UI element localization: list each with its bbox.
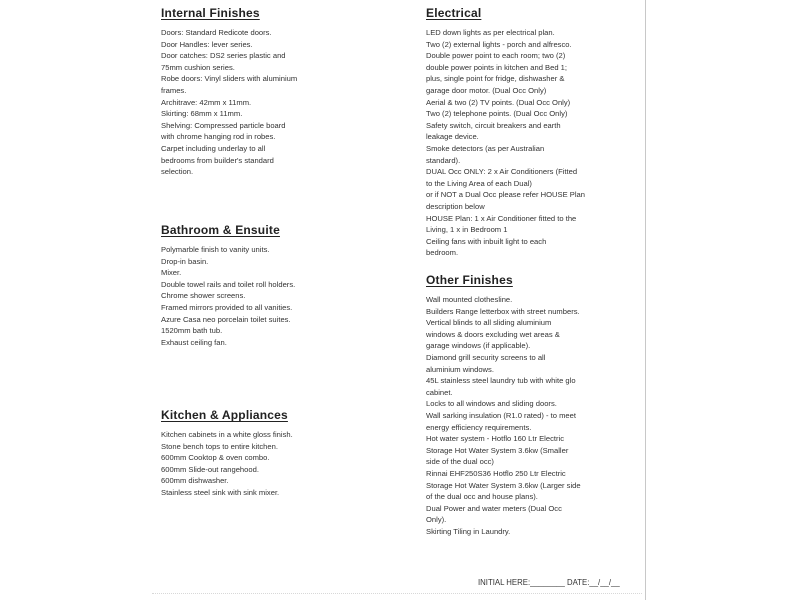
kitchen-appliances-section — [161, 408, 293, 499]
electrical-section — [426, 6, 585, 259]
list-item: garage door motor. (Dual Occ Only) — [426, 85, 547, 95]
internal-finishes-heading: Internal Finishes — [161, 6, 260, 20]
list-item: Double towel rails and toilet roll holders. — [161, 279, 296, 289]
list-item: Builders Range letterbox with street numbers. — [426, 306, 580, 316]
list-item: LED down lights as per electrical plan. — [426, 28, 555, 37]
electrical-list — [426, 27, 585, 259]
list-item: Storage Hot Water System 3.6kw (Smaller — [426, 445, 569, 455]
other-finishes-heading: Other Finishes — [426, 273, 513, 287]
list-item: frames. — [161, 85, 187, 95]
list-item: Double power point to each room; two (2) — [426, 51, 566, 61]
list-item: Diamond grill security screens to all — [426, 352, 546, 362]
list-item: side of the dual occ) — [426, 457, 494, 467]
list-item: Shelving: Compressed particle board — [161, 120, 286, 130]
list-item: energy efficiency requirements. — [426, 422, 532, 432]
list-item: 75mm cushion series. — [161, 62, 235, 72]
list-item: garage windows (if applicable). — [426, 341, 531, 351]
list-item: Wall sarking insulation (R1.0 rated) - to meet — [426, 410, 576, 420]
list-item: Hot water system - Hotflo 160 Ltr Electric — [426, 434, 564, 444]
list-item: Vertical blinds to all sliding aluminium — [426, 318, 552, 328]
bathroom-ensuite-list — [161, 244, 295, 348]
list-item: Only). — [426, 515, 447, 525]
internal-finishes-list — [161, 27, 297, 178]
list-item: Ceiling fans with inbuilt light to each — [426, 236, 547, 246]
kitchen-appliances-heading: Kitchen & Appliances — [161, 408, 288, 422]
list-item: Safety switch, circuit breakers and earth — [426, 120, 561, 130]
list-item: to the Living Area of each Dual) — [426, 178, 532, 188]
list-item: Robe doors: Vinyl sliders with aluminium — [161, 74, 298, 84]
list-item: bedrooms from builder's standard — [161, 155, 274, 165]
list-item: Locks to all windows and sliding doors. — [426, 399, 557, 409]
list-item: 600mm Slide-out rangehood. — [161, 464, 259, 474]
list-item: windows & doors excluding wet areas & — [426, 329, 560, 339]
initial-date-line: INITIAL HERE:________ DATE:__/__/__ — [478, 578, 620, 587]
list-item: 45L stainless steel laundry tub with white glo — [426, 376, 576, 386]
other-finishes-section — [426, 273, 581, 537]
list-item: Doors: Standard Redicote doors. — [161, 28, 272, 37]
list-item: Stone bench tops to entire kitchen. — [161, 441, 278, 451]
list-item: Architrave: 42mm x 11mm. — [161, 97, 252, 107]
list-item: plus, single point for fridge, dishwasher & — [426, 74, 565, 84]
list-item: double power points in kitchen and Bed 1; — [426, 62, 568, 72]
electrical-heading: Electrical — [426, 6, 482, 20]
list-item: 600mm dishwasher. — [161, 476, 229, 486]
list-item: Skirting Tiling in Laundry. — [426, 526, 511, 536]
list-item: Two (2) external lights - porch and alfresco. — [426, 39, 572, 49]
list-item: Dual Power and water meters (Dual Occ — [426, 503, 562, 513]
list-item: Kitchen cabinets in a white gloss finish. — [161, 430, 293, 439]
list-item: Chrome shower screens. — [161, 291, 246, 301]
kitchen-appliances-list — [161, 429, 293, 499]
list-item: aluminium windows. — [426, 364, 494, 374]
page-edge-divider — [645, 0, 646, 600]
list-item: selection. — [161, 167, 194, 177]
list-item: Skirting: 68mm x 11mm. — [161, 109, 243, 119]
list-item: HOUSE Plan: 1 x Air Conditioner fitted to the — [426, 213, 577, 223]
list-item: Aerial & two (2) TV points. (Dual Occ Only) — [426, 97, 571, 107]
list-item: Polymarble finish to vanity units. — [161, 245, 270, 254]
list-item: Drop-in basin. — [161, 256, 209, 266]
list-item: description below — [426, 201, 485, 211]
list-item: leakage device. — [426, 132, 479, 142]
list-item: bedroom. — [426, 248, 459, 258]
list-item: Rinnai EHF250S36 Hotflo 250 Ltr Electric — [426, 468, 566, 478]
list-item: DUAL Occ ONLY: 2 x Air Conditioners (Fitted — [426, 167, 578, 177]
list-item: Door Handles: lever series. — [161, 39, 253, 49]
list-item: standard). — [426, 155, 461, 165]
list-item: Wall mounted clothesline. — [426, 295, 513, 304]
bathroom-ensuite-heading: Bathroom & Ensuite — [161, 223, 280, 237]
list-item: cabinet. — [426, 387, 453, 397]
list-item: Two (2) telephone points. (Dual Occ Only) — [426, 109, 568, 119]
list-item: 1520mm bath tub. — [161, 326, 223, 336]
list-item: or if NOT a Dual Occ please refer HOUSE Plan — [426, 190, 585, 200]
list-item: 600mm Cooktop & oven combo. — [161, 453, 270, 463]
bathroom-ensuite-section — [161, 223, 295, 348]
list-item: Azure Casa neo porcelain toilet suites. — [161, 314, 291, 324]
list-item: Living, 1 x in Bedroom 1 — [426, 225, 508, 235]
list-item: Stainless steel sink with sink mixer. — [161, 487, 280, 497]
list-item: Door catches: DS2 series plastic and — [161, 51, 286, 61]
list-item: Storage Hot Water System 3.6kw (Larger side — [426, 480, 581, 490]
list-item: Exhaust ceiling fan. — [161, 337, 227, 347]
other-finishes-list — [426, 294, 581, 537]
internal-finishes-section — [161, 6, 297, 178]
list-item: with chrome hanging rod in robes. — [161, 132, 276, 142]
list-item: Framed mirrors provided to all vanities. — [161, 302, 293, 312]
footer-fine-print — [152, 593, 642, 599]
list-item: Smoke detectors (as per Australian — [426, 143, 545, 153]
list-item: Mixer. — [161, 268, 182, 278]
list-item: of the dual occ and house plans). — [426, 492, 538, 502]
list-item: Carpet including underlay to all — [161, 143, 266, 153]
